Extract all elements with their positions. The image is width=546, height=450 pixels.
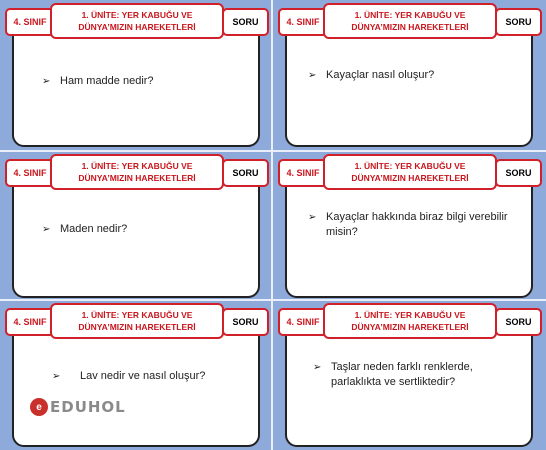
question-text: Lav nedir ve nasıl oluşur? xyxy=(80,370,206,382)
question xyxy=(42,222,252,237)
unit-title-line-1: 1. ÜNİTE: YER KABUĞU VE xyxy=(81,310,193,320)
question-text: Kayaçlar nasıl oluşur? xyxy=(326,69,435,81)
arrow-bullet-icon: ➢ xyxy=(52,371,61,382)
unit-title xyxy=(50,303,224,339)
question-card-6 xyxy=(275,302,545,450)
question-tag: SORU xyxy=(495,159,542,187)
arrow-bullet-icon: ➢ xyxy=(42,76,51,87)
question xyxy=(52,369,262,384)
eduhol-logo-text: EDUHOL xyxy=(50,398,126,416)
arrow-bullet-icon: ➢ xyxy=(313,362,322,373)
unit-title-line-2: DÜNYA’MIZIN HAREKETLERİ xyxy=(78,22,196,32)
question-tag: SORU xyxy=(222,159,269,187)
grade-label: 4. SINIF xyxy=(5,159,55,187)
unit-title-line-2: DÜNYA’MIZIN HAREKETLERİ xyxy=(78,322,196,332)
question-tag: SORU xyxy=(495,8,542,36)
unit-title-line-1: 1. ÜNİTE: YER KABUĞU VE xyxy=(354,161,466,171)
question-card-2 xyxy=(275,2,545,150)
card-body xyxy=(285,22,533,147)
question-tag: SORU xyxy=(495,308,542,336)
grade-label: 4. SINIF xyxy=(5,8,55,36)
question-tag: SORU xyxy=(222,308,269,336)
question-card-3 xyxy=(2,153,272,301)
horizontal-divider-top xyxy=(0,150,546,152)
question xyxy=(308,68,523,83)
question-card-5 xyxy=(2,302,272,450)
arrow-bullet-icon: ➢ xyxy=(308,70,317,81)
unit-title-line-2: DÜNYA’MIZIN HAREKETLERİ xyxy=(78,173,196,183)
question-card-1 xyxy=(2,2,272,150)
arrow-bullet-icon: ➢ xyxy=(308,212,317,223)
unit-title-line-1: 1. ÜNİTE: YER KABUĞU VE xyxy=(354,310,466,320)
question-text: Maden nedir? xyxy=(60,223,128,235)
eduhol-logo xyxy=(30,397,126,417)
question-text: Ham madde nedir? xyxy=(60,75,154,87)
unit-title xyxy=(50,154,224,190)
grade-label: 4. SINIF xyxy=(278,159,328,187)
unit-title xyxy=(323,154,497,190)
unit-title-line-2: DÜNYA’MIZIN HAREKETLERİ xyxy=(351,173,469,183)
unit-title-line-2: DÜNYA’MIZIN HAREKETLERİ xyxy=(351,322,469,332)
eduhol-logo-mark: e xyxy=(30,398,48,416)
question-tag: SORU xyxy=(222,8,269,36)
question-text: Taşlar neden farklı renklerde, parlaklıkta ve sertliktedir? xyxy=(331,361,473,388)
unit-title-line-2: DÜNYA’MIZIN HAREKETLERİ xyxy=(351,22,469,32)
unit-title-line-1: 1. ÜNİTE: YER KABUĞU VE xyxy=(81,10,193,20)
question xyxy=(308,210,533,240)
unit-title-line-1: 1. ÜNİTE: YER KABUĞU VE xyxy=(81,161,193,171)
unit-title-line-1: 1. ÜNİTE: YER KABUĞU VE xyxy=(354,10,466,20)
arrow-bullet-icon: ➢ xyxy=(42,224,51,235)
grade-label: 4. SINIF xyxy=(5,308,55,336)
unit-title xyxy=(323,303,497,339)
grade-label: 4. SINIF xyxy=(278,8,328,36)
question xyxy=(42,74,252,89)
question-text: Kayaçlar hakkında biraz bilgi verebilir misin? xyxy=(326,211,508,238)
grade-label: 4. SINIF xyxy=(278,308,328,336)
question xyxy=(313,360,533,390)
unit-title xyxy=(50,3,224,39)
card-body xyxy=(12,322,260,447)
question-card-4 xyxy=(275,153,545,301)
unit-title xyxy=(323,3,497,39)
